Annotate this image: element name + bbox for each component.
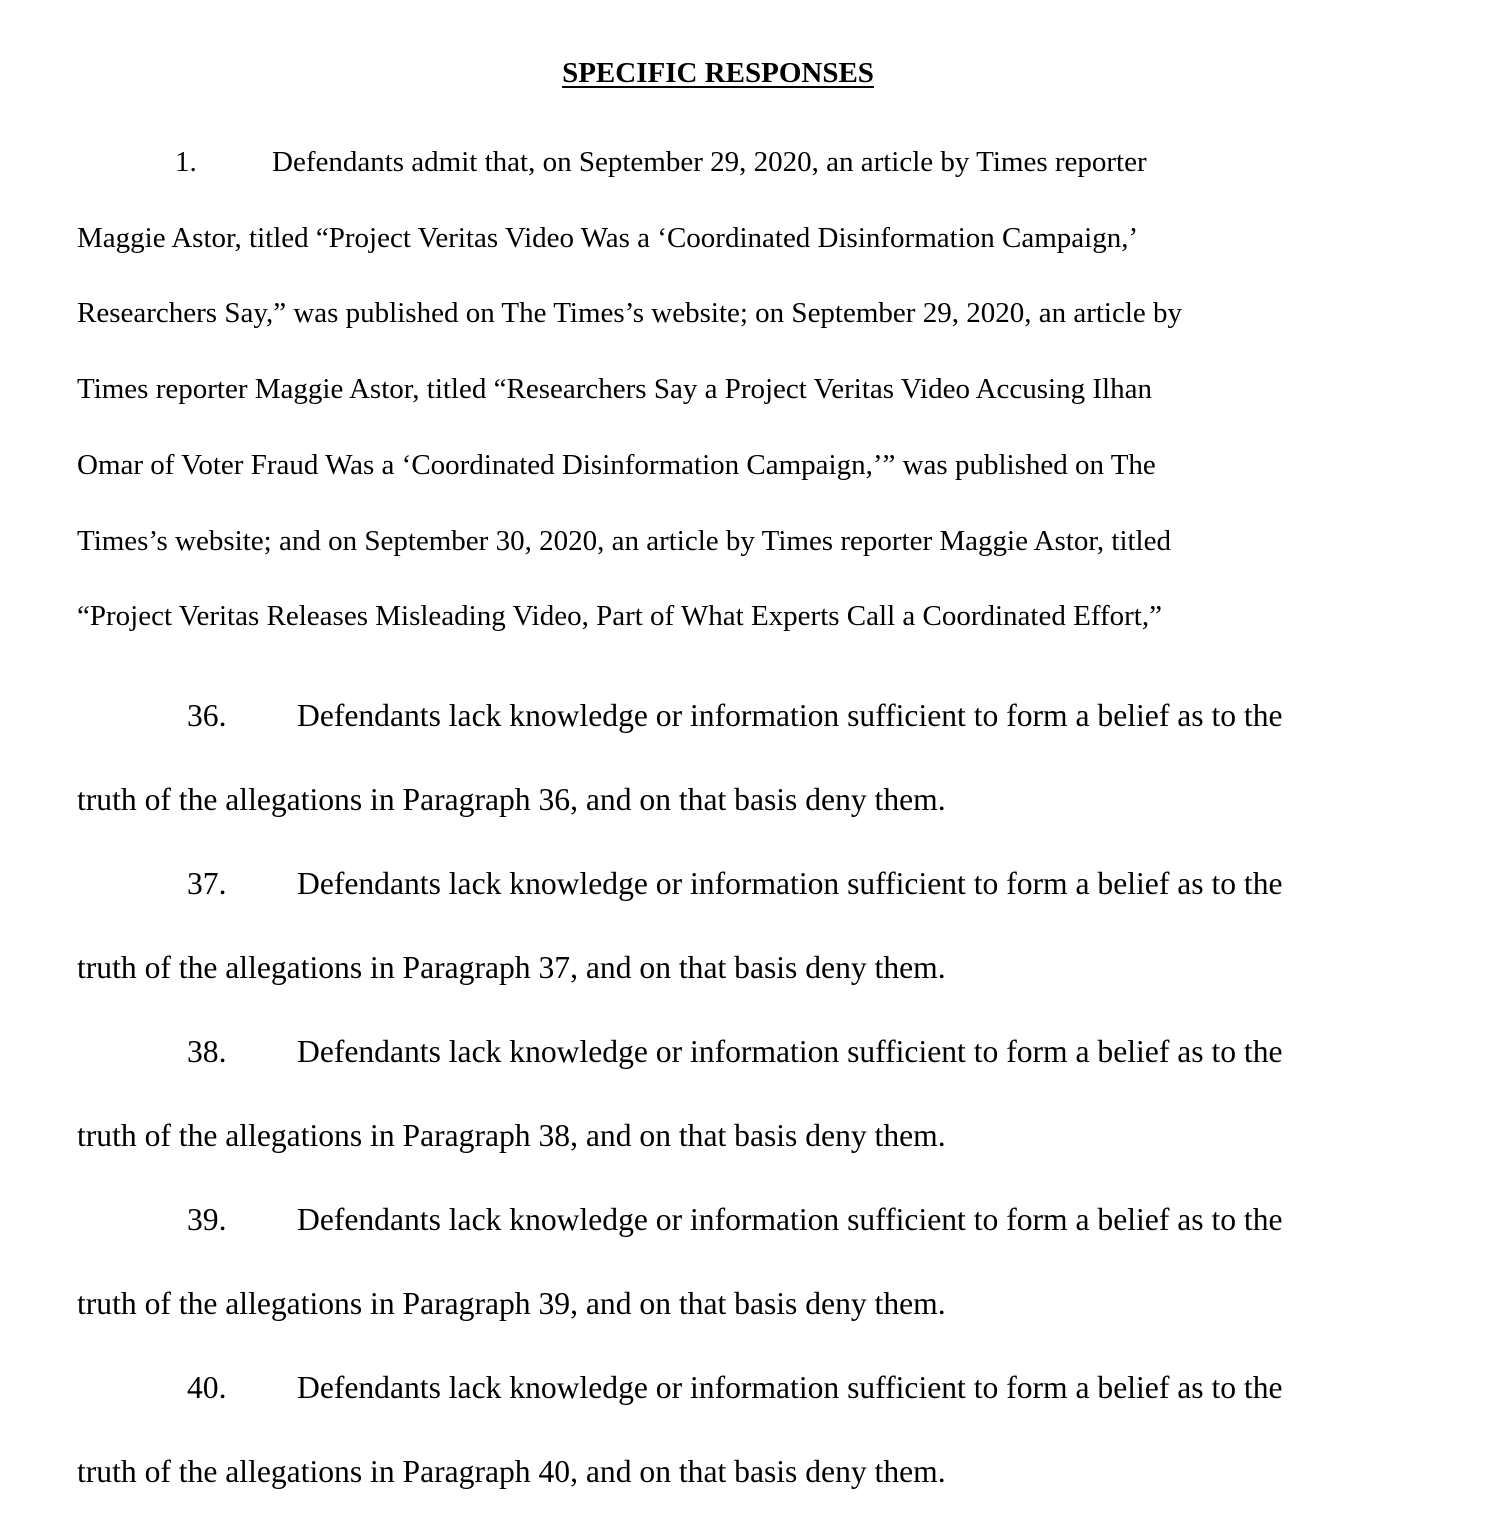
paragraph-number: 39. — [187, 1202, 227, 1237]
response-paragraph-36 — [77, 680, 1477, 848]
paragraph-number: 36. — [187, 698, 227, 733]
paragraph-1 — [77, 125, 1377, 655]
paragraph-line: Researchers Say,” was published on The Times’s website; on September 29, 2020, an article by — [77, 297, 1183, 330]
section-heading: SPECIFIC RESPONSES — [562, 57, 874, 89]
paragraph-line — [77, 125, 1377, 201]
paragraph-number: 1. — [175, 146, 197, 178]
paragraph-line — [77, 1016, 1477, 1100]
paragraph-line: truth of the allegations in Paragraph 37, and on that basis deny them. — [77, 950, 946, 985]
response-paragraph-40 — [77, 1352, 1477, 1520]
paragraph-number: 38. — [187, 1034, 227, 1069]
paragraph-number: 40. — [187, 1370, 227, 1405]
paragraph-line: Omar of Voter Fraud Was a ‘Coordinated Disinformation Campaign,’” was published on The — [77, 448, 1156, 481]
response-paragraph-37 — [77, 848, 1477, 1016]
paragraph-line: Maggie Astor, titled “Project Veritas Video Was a ‘Coordinated Disinformation Campaign,’ — [77, 221, 1139, 254]
paragraph-text: Defendants admit that, on September 29, 2020, an article by Times reporter — [272, 146, 1147, 178]
paragraph-text: Defendants lack knowledge or information sufficient to form a belief as to the — [297, 698, 1283, 733]
paragraph-text: Defendants lack knowledge or information sufficient to form a belief as to the — [297, 1370, 1283, 1405]
paragraph-line — [77, 680, 1477, 764]
paragraph-text: Defendants lack knowledge or information sufficient to form a belief as to the — [297, 1034, 1283, 1069]
response-paragraph-38 — [77, 1016, 1477, 1184]
paragraph-line: truth of the allegations in Paragraph 39, and on that basis deny them. — [77, 1286, 946, 1321]
paragraph-text: Defendants lack knowledge or information sufficient to form a belief as to the — [297, 866, 1283, 901]
paragraph-line: Times reporter Maggie Astor, titled “Researchers Say a Project Veritas Video Accusing Ilhan — [77, 373, 1152, 406]
paragraph-line: truth of the allegations in Paragraph 38, and on that basis deny them. — [77, 1118, 946, 1153]
paragraph-number: 37. — [187, 866, 227, 901]
paragraph-line — [77, 1184, 1477, 1268]
paragraph-line: truth of the allegations in Paragraph 36, and on that basis deny them. — [77, 782, 946, 817]
paragraph-line: Times’s website; and on September 30, 2020, an article by Times reporter Maggie Astor, titled — [77, 524, 1171, 557]
paragraph-line — [77, 1352, 1477, 1436]
paragraph-line: truth of the allegations in Paragraph 40, and on that basis deny them. — [77, 1454, 946, 1489]
paragraph-text: Defendants lack knowledge or information sufficient to form a belief as to the — [297, 1202, 1283, 1237]
paragraph-line: “Project Veritas Releases Misleading Video, Part of What Experts Call a Coordinated Effort,” — [77, 600, 1162, 633]
paragraph-line — [77, 848, 1477, 932]
response-paragraph-39 — [77, 1184, 1477, 1352]
responses-list — [77, 680, 1477, 1520]
